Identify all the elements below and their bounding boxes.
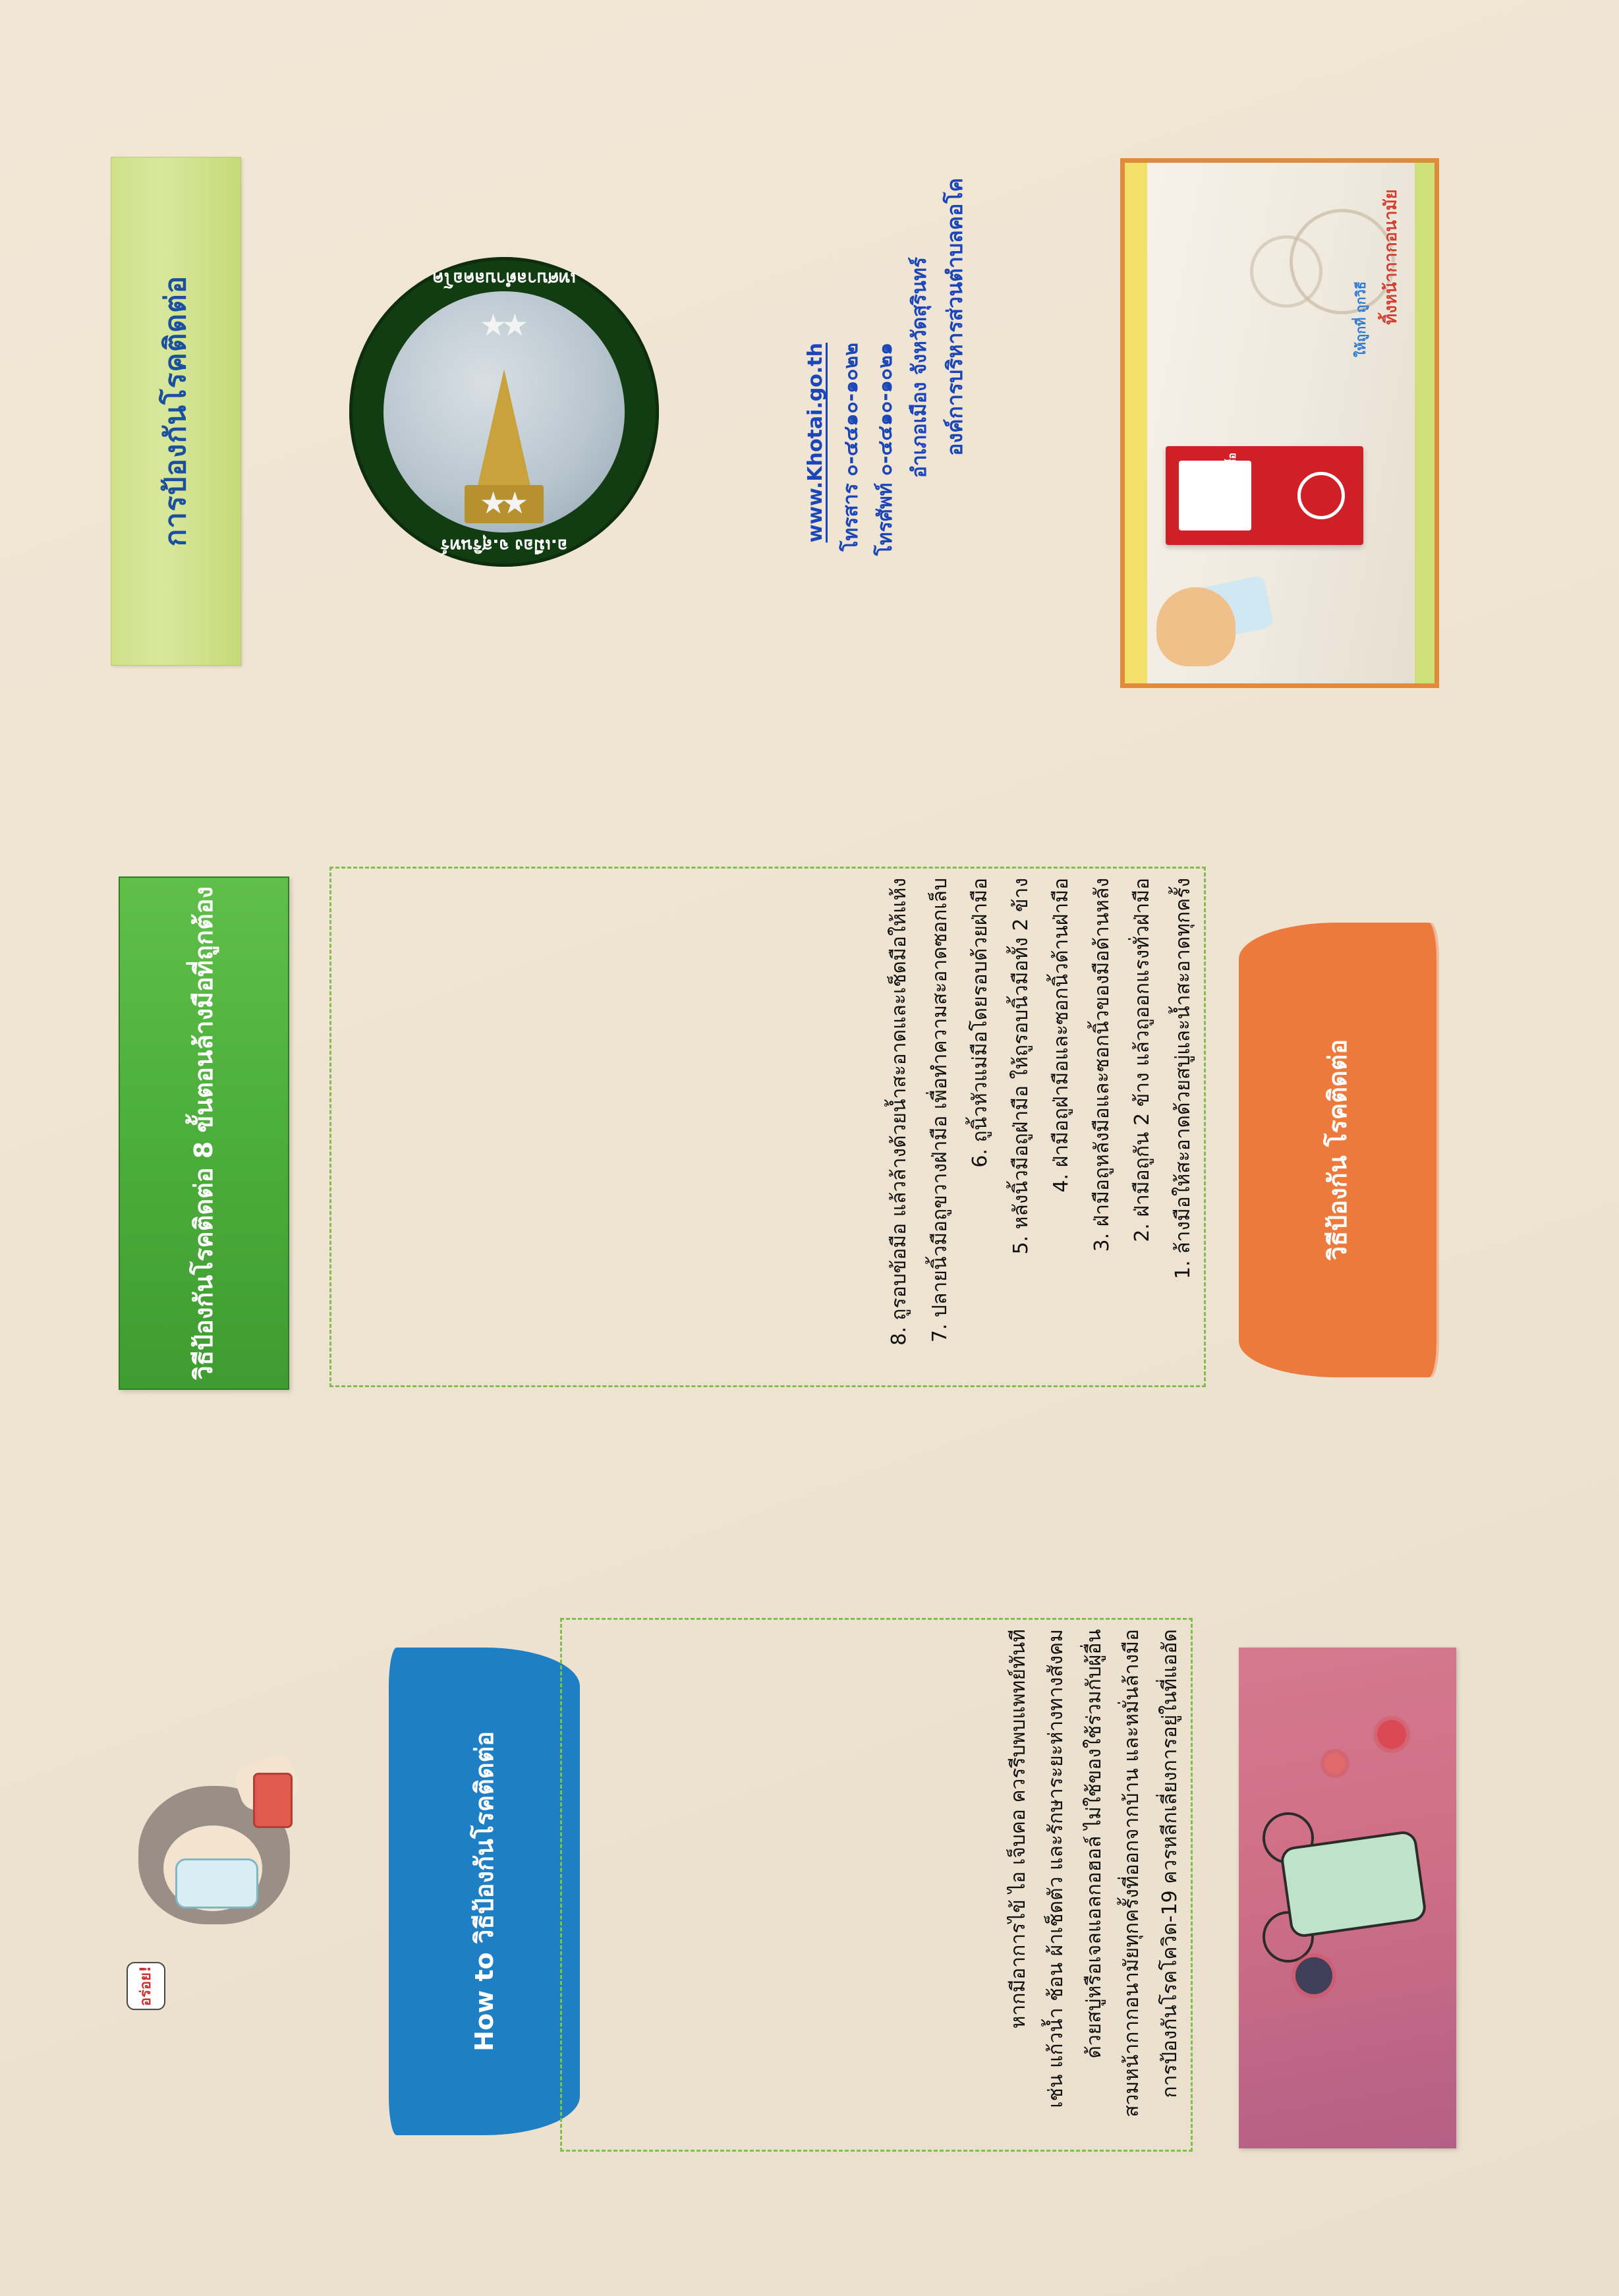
contact-org-name: องค์การบริหารส่วนตำบลคอโค xyxy=(942,178,968,456)
cup-icon xyxy=(253,1773,293,1828)
photo-band-right xyxy=(1415,163,1434,683)
blue-ribbon-label: How to วิธีป้องกันโรคติดต่อ xyxy=(469,1731,499,2052)
waste-bin xyxy=(1166,446,1363,545)
cartoon-character-drinking xyxy=(112,1746,336,2023)
photo-caption-secondary: ให้ถูกที่ ถูกวิธี xyxy=(1353,281,1369,357)
photo-caption: ทิ้งหน้ากากอนามัย xyxy=(1381,189,1401,325)
contact-block xyxy=(754,178,972,666)
list-item: สวมหน้ากากอนามัยทุกครั้งที่ออกจากบ้าน และหมั่นล้างมือ xyxy=(1120,1629,1143,2117)
org-seal xyxy=(349,257,659,567)
list-item: 8. ถูรอบข้อมือ แล้วล้างด้วยน้ำสะอาดและเช็ดมือให้แห้ง xyxy=(888,878,911,1346)
face-mask-icon xyxy=(175,1858,258,1909)
blue-ribbon-banner xyxy=(389,1648,580,2135)
list-item: 1. ล้างมือให้สะอาดด้วยสบู่และน้ำสะอาดทุกครั้ง xyxy=(1171,878,1195,1280)
infectious-waste-bin-photo xyxy=(1120,158,1439,688)
section2-title-bar xyxy=(119,876,289,1390)
star-icon: ★ xyxy=(501,485,528,521)
list-item: 7. ปลายนิ้วมือถูขวางฝ่ามือ เพื่อทำความสะอาดซอกเล็บ xyxy=(928,878,952,1343)
contact-website-link[interactable]: www.Khotai.go.th xyxy=(803,343,827,543)
contact-phone: โทรศัพท์ ๐-๔๔๑๐-๑๐๒๑ xyxy=(873,343,897,556)
list-item: หากมีอาการไข้ ไอ เจ็บคอ ควรรีบพบแพทย์ทันที xyxy=(1006,1629,1030,2029)
star-icon: ★ xyxy=(480,307,507,343)
page-title: การป้องกันโรคติดต่อ xyxy=(159,275,192,547)
seal-bottom-text: อ.เมือง จ.สุรินทร์ xyxy=(440,535,568,555)
section3-list xyxy=(560,1618,1193,2152)
virus-icon xyxy=(1377,1720,1406,1749)
seal-inner xyxy=(383,291,625,532)
star-icon: ★ xyxy=(480,485,507,521)
orange-ribbon-banner xyxy=(1239,923,1436,1377)
bicycle-wheel-icon xyxy=(1250,235,1322,308)
list-item: 6. ถูนิ้วหัวแม่มือโดยรอบด้วยฝ่ามือ xyxy=(969,878,992,1168)
contact-district: อำเภอเมือง จังหวัดสุรินทร์ xyxy=(907,257,931,478)
contact-fax: โทรสาร ๐-๔๔๑๐-๑๐๒๒ xyxy=(839,343,863,552)
speech-bubble: อร่อย! xyxy=(127,1962,165,2010)
section2-title: วิธีป้องกันโรคติดต่อ 8 ขั้นตอนล้างมือที่ถูกต้อง xyxy=(189,886,219,1380)
photo-band-left xyxy=(1125,163,1147,683)
list-item: เช่น แก้วน้ำ ช้อน ผ้าเช็ดตัว และรักษาระยะห่างทางสังคม xyxy=(1044,1629,1067,2108)
list-item: 4. ฝ่ามือถูฝ่ามือและซอกนิ้วด้านฝ่ามือ xyxy=(1050,878,1073,1193)
mask-and-virus-photo xyxy=(1239,1648,1456,2148)
face-mask-icon xyxy=(1279,1829,1427,1939)
page-title-bar xyxy=(111,157,241,666)
list-item: การป้องกันโรคโควิด-19 ควรหลีกเลี่ยงการอยู่ในที่แออัด xyxy=(1158,1629,1181,2098)
bin-lid xyxy=(1179,461,1251,531)
hand-icon xyxy=(1156,587,1236,666)
section2-list xyxy=(329,867,1206,1387)
list-item: 3. ฝ่ามือถูหลังมือและซอกนิ้วของมือด้านหลัง xyxy=(1090,878,1114,1252)
ribbon-text-wrap xyxy=(1239,923,1436,1377)
ribbon-text-wrap xyxy=(389,1648,580,2135)
virus-icon xyxy=(1324,1753,1346,1774)
biohazard-icon xyxy=(1297,472,1345,519)
list-item: 2. ฝ่ามือถูกัน 2 ข้าง แล้วถูออกแรงทั่วฝ่ามือ xyxy=(1131,878,1154,1242)
list-item: ด้วยสบู่หรือเจลแอลกอฮอล์ ไม่ใช้ของใช้ร่วมกับผู้อื่น xyxy=(1082,1629,1106,2059)
virus-icon xyxy=(1295,1957,1332,1994)
seal-top-text: เทศบาลตำบลคอโค xyxy=(432,268,576,288)
bin-label: ขยะติดเชื้อ xyxy=(1226,453,1238,503)
orange-ribbon-label: วิธีป้องกัน โรคติดต่อ xyxy=(1322,1039,1352,1261)
star-icon: ★ xyxy=(501,307,528,343)
list-item: 5. หลังนิ้วมือถูฝ่ามือ ให้ถูรอบนิ้วมือทั้ง 2 ข้าง xyxy=(1009,878,1033,1255)
